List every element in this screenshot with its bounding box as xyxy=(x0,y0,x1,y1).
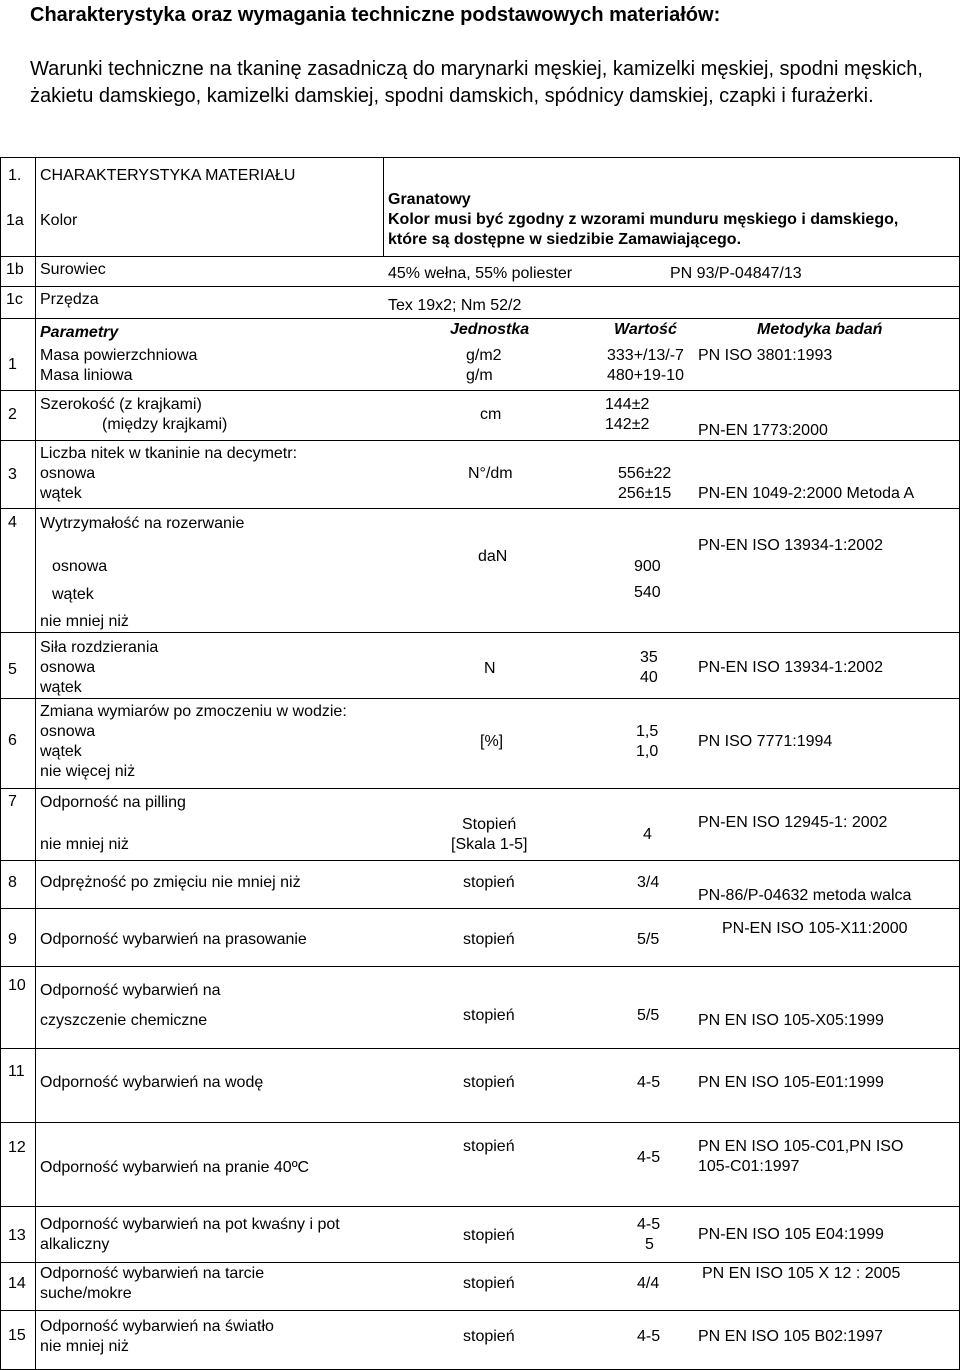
param-14-label-a: Odporność wybarwień na tarcie xyxy=(40,1265,265,1282)
param-10-label-b: czyszczenie chemiczne xyxy=(40,1012,208,1029)
param-3-method: PN-EN 1049-2:2000 Metoda A xyxy=(698,485,915,502)
param-12-method-b: 105-C01:1997 xyxy=(698,1158,800,1175)
header-value: Wartość xyxy=(614,321,677,338)
param-6-label-d: nie więcej niż xyxy=(40,763,136,780)
param-1-value-b: 480+19-10 xyxy=(607,367,684,384)
param-9-method: PN-EN ISO 105-X11:2000 xyxy=(722,920,908,937)
param-5-unit: N xyxy=(484,660,496,677)
param-5-number: 5 xyxy=(8,661,17,678)
param-12-method-a: PN EN ISO 105-C01,PN ISO xyxy=(698,1138,904,1155)
param-14-label-b: suche/mokre xyxy=(40,1285,132,1302)
param-1-label-b: Masa liniowa xyxy=(40,367,133,384)
param-7-method: PN-EN ISO 12945-1: 2002 xyxy=(698,814,888,831)
param-7-label-b: nie mniej niż xyxy=(40,836,129,853)
row-1c-value: Tex 19x2; Nm 52/2 xyxy=(388,297,522,314)
param-6-label-b: osnowa xyxy=(40,723,96,740)
param-3-number: 3 xyxy=(8,466,17,483)
param-6-value-a: 1,5 xyxy=(636,723,659,740)
param-4-label-d: nie mniej niż xyxy=(40,613,129,630)
param-15-label-a: Odporność wybarwień na światło xyxy=(40,1318,274,1335)
param-2-unit: cm xyxy=(480,406,502,423)
param-2-number: 2 xyxy=(8,406,17,423)
param-4-label-c: wątek xyxy=(52,586,94,603)
param-6-value-b: 1,0 xyxy=(636,743,659,760)
param-6-label-a: Zmiana wymiarów po zmoczeniu w wodzie: xyxy=(40,703,347,720)
param-15-value: 4-5 xyxy=(637,1328,661,1345)
param-12-value: 4-5 xyxy=(637,1149,661,1166)
param-8-label: Odprężność po zmięciu nie mniej niż xyxy=(40,874,301,891)
param-15-unit: stopień xyxy=(463,1328,515,1345)
param-5-value-a: 35 xyxy=(640,649,658,666)
param-13-number: 13 xyxy=(8,1227,26,1244)
param-10-number: 10 xyxy=(8,977,26,994)
param-4-number: 4 xyxy=(8,514,17,531)
param-3-label-a: Liczba nitek w tkaninie na decymetr: xyxy=(40,445,298,462)
param-2-label-b: (między krajkami) xyxy=(102,416,228,433)
section-title: CHARAKTERYSTYKA MATERIAŁU xyxy=(40,167,296,184)
param-10-value: 5/5 xyxy=(637,1007,660,1024)
param-6-label-c: wątek xyxy=(40,743,82,760)
row-1a-note-1: Kolor musi być zgodny z wzorami munduru męskiego i damskiego, xyxy=(388,211,899,228)
param-10-unit: stopień xyxy=(463,1007,515,1024)
param-5-value-b: 40 xyxy=(640,669,658,686)
param-13-unit: stopień xyxy=(463,1227,515,1244)
row-1a-number: 1a xyxy=(6,212,24,229)
param-11-label: Odporność wybarwień na wodę xyxy=(40,1074,264,1091)
param-6-number: 6 xyxy=(8,732,17,749)
param-2-method: PN-EN 1773:2000 xyxy=(698,422,828,439)
row-1b-value: 45% wełna, 55% poliester xyxy=(388,265,573,282)
row-1c-number: 1c xyxy=(6,291,23,308)
row-1a-label: Kolor xyxy=(40,212,78,229)
param-7-value: 4 xyxy=(643,826,652,843)
param-5-method: PN-EN ISO 13934-1:2002 xyxy=(698,659,883,676)
param-5-label-a: Siła rozdzierania xyxy=(40,639,159,656)
param-8-number: 8 xyxy=(8,874,17,891)
param-15-number: 15 xyxy=(8,1327,26,1344)
param-4-value-a: 900 xyxy=(634,558,661,575)
param-11-value: 4-5 xyxy=(637,1074,661,1091)
param-12-number: 12 xyxy=(8,1139,26,1156)
row-1a-color: Granatowy xyxy=(388,191,471,208)
param-11-number: 11 xyxy=(8,1063,25,1080)
param-1-unit-a: g/m2 xyxy=(466,347,502,364)
param-1-number: 1 xyxy=(8,356,17,373)
param-1-label-a: Masa powierzchniowa xyxy=(40,347,198,364)
row-1c-label: Przędza xyxy=(40,291,99,308)
param-4-value-b: 540 xyxy=(634,584,661,601)
param-13-label-a: Odporność wybarwień na pot kwaśny i pot xyxy=(40,1216,340,1233)
param-9-number: 9 xyxy=(8,931,17,948)
param-3-value-a: 556±22 xyxy=(618,465,672,482)
param-2-label-a: Szerokość (z krajkami) xyxy=(40,396,202,413)
param-10-method: PN EN ISO 105-X05:1999 xyxy=(698,1012,884,1029)
param-12-label: Odporność wybarwień na pranie 40ºC xyxy=(40,1159,310,1176)
param-6-unit: [%] xyxy=(480,733,504,750)
param-15-label-b: nie mniej niż xyxy=(40,1338,129,1355)
param-4-label-b: osnowa xyxy=(52,558,108,575)
param-1-unit-b: g/m xyxy=(466,367,493,384)
param-7-label-a: Odporność na pilling xyxy=(40,794,186,811)
param-4-unit: daN xyxy=(478,548,508,565)
param-14-value: 4/4 xyxy=(637,1275,660,1292)
param-13-value-b: 5 xyxy=(645,1236,654,1253)
param-11-unit: stopień xyxy=(463,1074,515,1091)
header-unit: Jednostka xyxy=(450,321,530,338)
param-1-method: PN ISO 3801:1993 xyxy=(698,347,833,364)
param-13-value-a: 4-5 xyxy=(637,1216,661,1233)
param-4-method: PN-EN ISO 13934-1:2002 xyxy=(698,537,883,554)
param-3-label-c: wątek xyxy=(40,485,82,502)
param-2-value-a: 144±2 xyxy=(605,396,650,413)
param-1-value-a: 333+/13/-7 xyxy=(607,347,684,364)
param-9-unit: stopień xyxy=(463,931,515,948)
param-13-method: PN-EN ISO 105 E04:1999 xyxy=(698,1226,884,1243)
param-3-unit: N°/dm xyxy=(468,465,513,482)
param-3-label-b: osnowa xyxy=(40,465,96,482)
page-title: Charakterystyka oraz wymagania techniczne podstawowych materiałów: xyxy=(30,4,721,26)
param-15-method: PN EN ISO 105 B02:1997 xyxy=(698,1328,883,1345)
param-2-value-b: 142±2 xyxy=(605,416,650,433)
row-1b-norm: PN 93/P-04847/13 xyxy=(670,265,802,282)
header-parameters: Parametry xyxy=(40,324,119,341)
param-14-unit: stopień xyxy=(463,1275,515,1292)
param-5-label-c: wątek xyxy=(40,679,82,696)
row-1a-note-2: które są dostępne w siedzibie Zamawiającego. xyxy=(388,231,742,248)
param-11-method: PN EN ISO 105-E01:1999 xyxy=(698,1074,884,1091)
param-8-method: PN-86/P-04632 metoda walca xyxy=(698,887,912,904)
param-14-method: PN EN ISO 105 X 12 : 2005 xyxy=(702,1265,901,1282)
param-7-unit-a: Stopień xyxy=(462,816,517,833)
intro-paragraph: Warunki techniczne na tkaninę zasadniczą do marynarki męskiej, kamizelki męskiej, spodni męskich, żakietu damskiego, kamizelki damskiej, spodni damskich, spódnicy damskiej, czapki i furażerki. xyxy=(30,58,923,107)
row-1b-number: 1b xyxy=(6,261,24,278)
param-8-unit: stopień xyxy=(463,874,515,891)
row-1b-label: Surowiec xyxy=(40,261,106,278)
param-4-label-a: Wytrzymałość na rozerwanie xyxy=(40,515,245,532)
param-9-label: Odporność wybarwień na prasowanie xyxy=(40,931,307,948)
header-method: Metodyka badań xyxy=(757,321,883,338)
param-13-label-b: alkaliczny xyxy=(40,1236,110,1253)
param-7-unit-b: [Skala 1-5] xyxy=(451,836,528,853)
param-10-label-a: Odporność wybarwień na xyxy=(40,982,221,999)
param-3-value-b: 256±15 xyxy=(618,485,672,502)
section-number: 1. xyxy=(8,167,22,184)
param-9-value: 5/5 xyxy=(637,931,660,948)
param-7-number: 7 xyxy=(8,793,17,810)
param-5-label-b: osnowa xyxy=(40,659,96,676)
param-6-method: PN ISO 7771:1994 xyxy=(698,733,833,750)
param-14-number: 14 xyxy=(8,1275,26,1292)
param-8-value: 3/4 xyxy=(637,874,660,891)
param-12-unit: stopień xyxy=(463,1138,515,1155)
